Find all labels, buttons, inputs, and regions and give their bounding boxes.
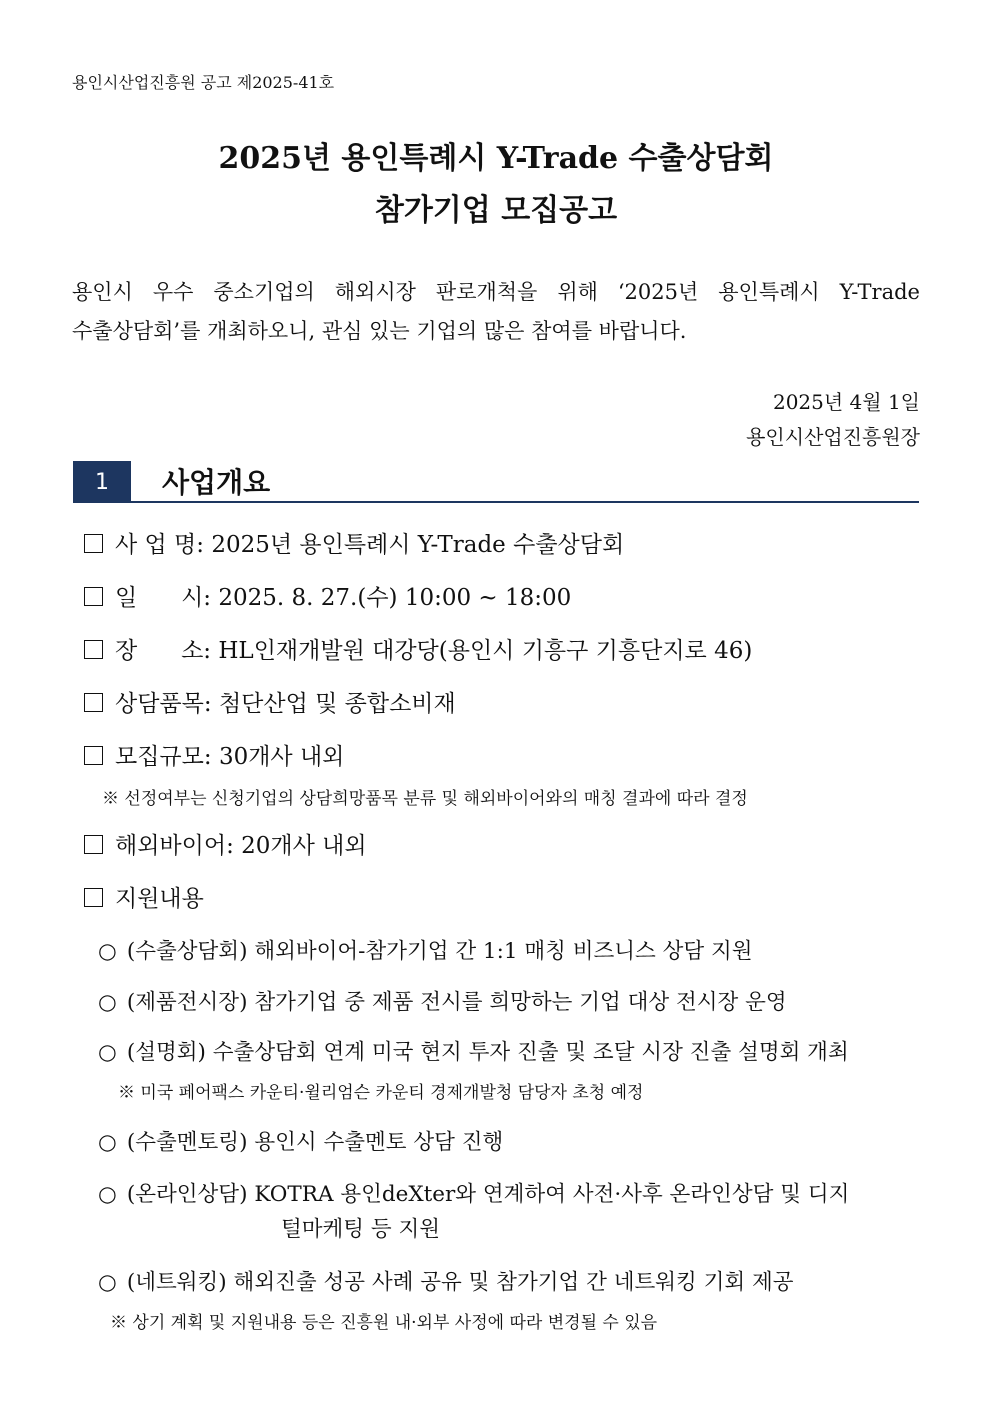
intro-line-2: 수출상담회’를 개최하오니, 관심 있는 기업의 많은 참여를 바랍니다.: [72, 319, 687, 343]
checkbox-icon: [84, 746, 103, 765]
item-label: 모집규모:: [115, 744, 212, 770]
issuer-name: 용인시산업진흥원장: [746, 425, 920, 449]
section-number: 1: [95, 469, 109, 495]
bullet-circle-icon: ○: [98, 939, 117, 964]
overview-item-name: [84, 526, 624, 559]
support-item: [98, 1265, 794, 1296]
support-tag: (온라인상담): [126, 1182, 248, 1207]
item-label: 장 소:: [115, 638, 212, 664]
checkbox-icon: [84, 587, 103, 606]
bullet-circle-icon: ○: [98, 1182, 117, 1207]
bullet-circle-icon: ○: [98, 1270, 117, 1295]
overview-item-products: [84, 685, 456, 718]
overview-item-buyers: [84, 827, 367, 860]
item-label: 상담품목:: [115, 691, 212, 717]
footer-note: ※ 상기 계획 및 지원내용 등은 진흥원 내·외부 사정에 따라 변경될 수 있음: [110, 1313, 658, 1333]
item-label: 지원내용: [115, 886, 204, 912]
item-value: HL인재개발원 대강당(용인시 기흥구 기흥단지로 46): [218, 638, 753, 664]
item-value: 2025년 용인특례시 Y-Trade 수출상담회: [211, 532, 625, 558]
support-item: [98, 985, 787, 1016]
item-label: 해외바이어:: [115, 833, 234, 859]
support-tag: (제품전시장): [126, 990, 248, 1015]
bullet-circle-icon: ○: [98, 1040, 117, 1065]
section-title: 사업개요: [162, 466, 271, 499]
item-value: 2025. 8. 27.(수) 10:00 ~ 18:00: [218, 585, 572, 611]
briefing-note: ※ 미국 페어팩스 카운티·윌리엄슨 카운티 경제개발청 담당자 초청 예정: [118, 1083, 644, 1103]
support-tag: (네트워킹): [126, 1270, 227, 1295]
announcement-date: 2025년 4월 1일: [772, 390, 920, 414]
checkbox-icon: [84, 888, 103, 907]
overview-item-date: [84, 579, 571, 612]
item-value: 20개사 내외: [241, 833, 367, 859]
item-label: 사 업 명:: [115, 532, 205, 558]
support-item: [98, 1125, 503, 1156]
support-item: [98, 1177, 849, 1208]
section-divider: [131, 501, 919, 503]
overview-item-support: [84, 880, 204, 913]
recruit-note: ※ 선정여부는 신청기업의 상담희망품목 분류 및 해외바이어와의 매칭 결과에 따라 결정: [102, 789, 748, 809]
checkbox-icon: [84, 640, 103, 659]
overview-item-venue: [84, 632, 752, 665]
support-item: [98, 1035, 849, 1066]
item-value: 30개사 내외: [218, 744, 345, 770]
notice-number: 용인시산업진흥원 공고 제2025-41호: [72, 73, 335, 92]
support-text: 용인시 수출멘토 상담 진행: [254, 1130, 504, 1155]
bullet-circle-icon: ○: [98, 1130, 117, 1155]
bullet-circle-icon: ○: [98, 990, 117, 1015]
item-value: 첨단산업 및 종합소비재: [218, 691, 456, 717]
checkbox-icon: [84, 835, 103, 854]
checkbox-icon: [84, 534, 103, 553]
intro-line-1: 용인시 우수 중소기업의 해외시장 판로개척을 위해 ‘2025년 용인특례시 Y-Trade: [72, 280, 920, 304]
section-number-badge: [73, 461, 131, 503]
support-text-continued: 털마케팅 등 지원: [281, 1217, 441, 1242]
support-text: 해외진출 성공 사례 공유 및 참가기업 간 네트워킹 기회 제공: [233, 1270, 794, 1295]
support-item: [98, 934, 753, 965]
support-tag: (수출상담회): [126, 939, 248, 964]
support-tag: (설명회): [126, 1040, 206, 1065]
overview-item-scale: [84, 738, 344, 771]
page-subtitle: 참가기업 모집공고: [374, 193, 618, 228]
support-tag: (수출멘토링): [126, 1130, 248, 1155]
page-title: 2025년 용인특례시 Y-Trade 수출상담회: [218, 141, 774, 176]
checkbox-icon: [84, 693, 103, 712]
support-text: 참가기업 중 제품 전시를 희망하는 기업 대상 전시장 운영: [254, 990, 787, 1015]
support-text: 수출상담회 연계 미국 현지 투자 진출 및 조달 시장 진출 설명회 개최: [212, 1040, 849, 1065]
support-text: KOTRA 용인deXter와 연계하여 사전·사후 온라인상담 및 디지: [254, 1182, 850, 1207]
support-text: 해외바이어-참가기업 간 1:1 매칭 비즈니스 상담 지원: [254, 939, 753, 964]
item-label: 일 시:: [115, 585, 212, 611]
